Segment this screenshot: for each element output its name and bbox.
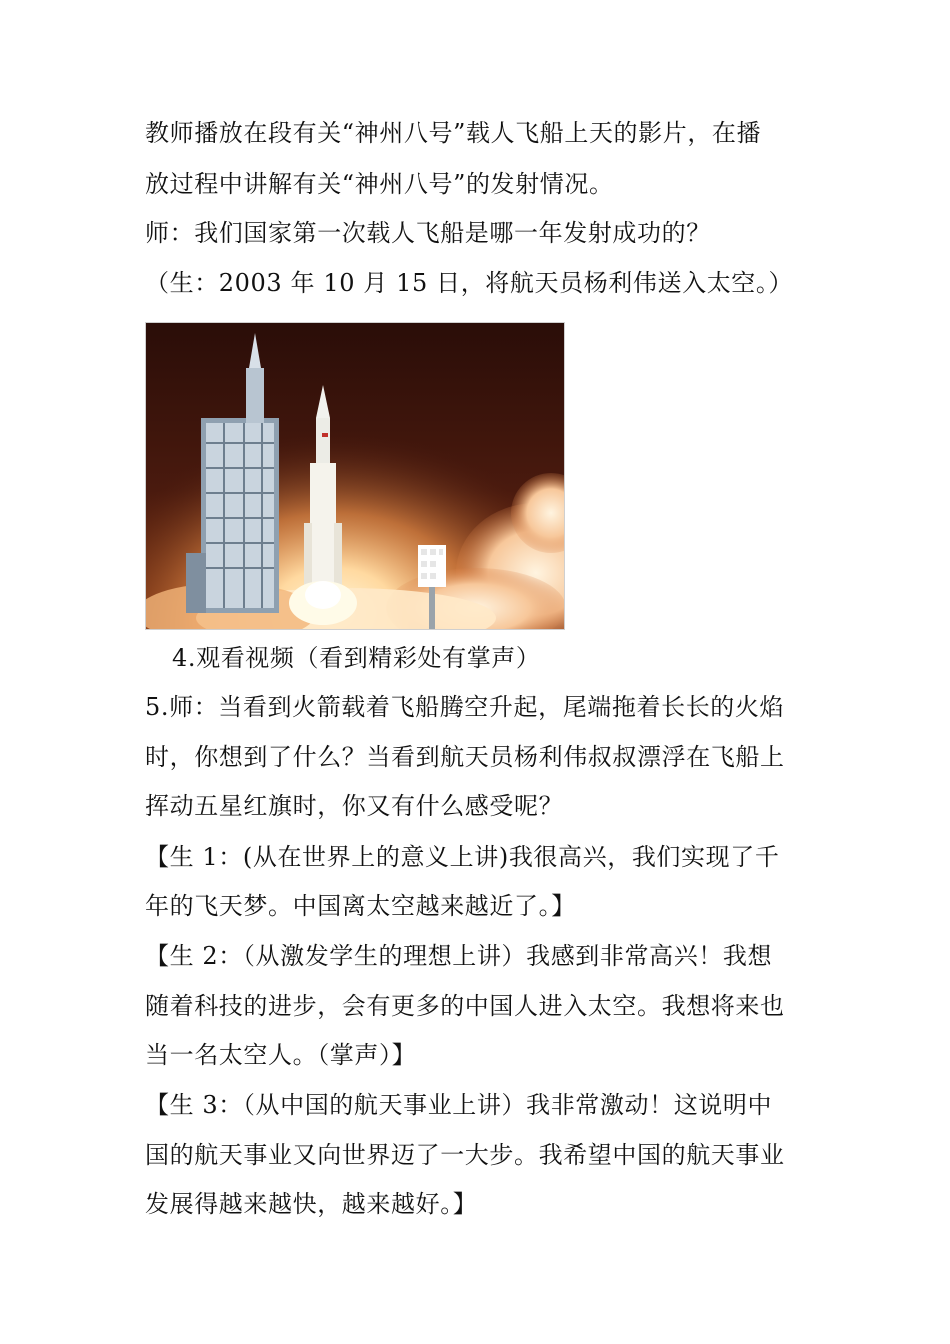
teacher-question-line: 师：我们国家第一次载人飞船是哪一年发射成功的？ [145, 219, 711, 247]
student-3-line-3: 发展得越来越快，越来越好。】 [145, 1190, 478, 1218]
rocket-launch-illustration [146, 323, 564, 629]
student-2-line-3: 当一名太空人。（掌声）】 [145, 1041, 417, 1069]
step-4-watch-video: 4.观看视频（看到精彩处有掌声） [172, 644, 541, 672]
rocket-launch-photo [145, 322, 565, 630]
step-5-line-3: 挥动五星红旗时，你又有什么感受呢？ [145, 792, 564, 820]
step-5-line-2: 时，你想到了什么？当看到航天员杨利伟叔叔漂浮在飞船上 [145, 743, 785, 771]
step-5-line-1: 5.师：当看到火箭载着飞船腾空升起，尾端拖着长长的火焰 [145, 693, 785, 721]
paragraph-line-1: 教师播放在段有关“神州八号”载人飞船上天的影片，在播 [145, 119, 762, 147]
student-1-line-1: 【生 1：(从在世界上的意义上讲)我很高兴，我们实现了千 [145, 843, 780, 871]
student-answer-line: （生：2003 年 10 月 15 日，将航天员杨利伟送入太空。） [145, 269, 794, 297]
student-1-line-2: 年的飞天梦。中国离太空越来越近了。】 [145, 892, 576, 920]
student-2-line-1: 【生 2：（从激发学生的理想上讲）我感到非常高兴！我想 [145, 942, 773, 970]
paragraph-line-2: 放过程中讲解有关“神州八号”的发射情况。 [145, 170, 614, 198]
student-2-line-2: 随着科技的进步，会有更多的中国人进入太空。我想将来也 [145, 992, 785, 1020]
student-3-line-1: 【生 3：（从中国的航天事业上讲）我非常激动！这说明中 [145, 1091, 773, 1119]
student-3-line-2: 国的航天事业又向世界迈了一大步。我希望中国的航天事业 [145, 1141, 785, 1169]
